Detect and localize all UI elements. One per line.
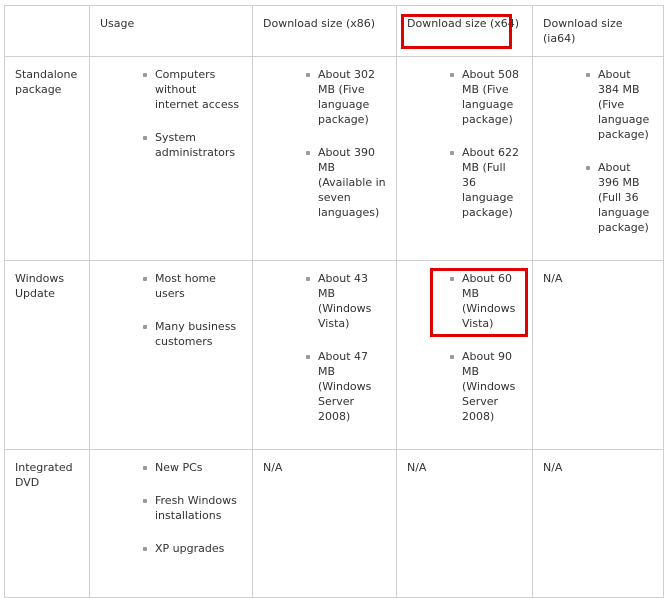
ia64-cell: N/A [533,261,664,450]
list-item: About 622 MB (Full 36 language package) [462,145,522,220]
ia64-cell: N/A [533,450,664,598]
download-size-table [4,5,664,598]
header-corner [5,6,90,57]
list-item: XP upgrades [155,541,242,556]
list-item: System administrators [155,130,242,160]
list-item: About 60 MB (Windows Vista) [462,271,522,331]
row-label: Standalone package [5,57,90,261]
list-item: Many business customers [155,319,242,349]
x64-cell [397,261,533,450]
header-usage: Usage [90,6,253,57]
list-item: About 508 MB (Five language package) [462,67,522,127]
usage-cell [90,57,253,261]
list-item: Most home users [155,271,242,301]
ia64-cell [533,57,664,261]
x64-cell: N/A [397,450,533,598]
list-item: About 47 MB (Windows Server 2008) [318,349,386,424]
list-item: Fresh Windows installations [155,493,242,523]
list-item: About 43 MB (Windows Vista) [318,271,386,331]
list-item: About 390 MB (Available in seven languages) [318,146,386,219]
x86-cell: N/A [253,450,397,598]
list-item: About 384 MB (Five language package) [598,67,653,142]
table-row-integrated-dvd [5,450,664,598]
list-item: About 302 MB (Five language package) [318,67,386,127]
usage-cell [90,261,253,450]
table-row-windows-update [5,261,664,450]
header-ia64: Download size (ia64) [533,6,664,57]
row-label: Windows Update [5,261,90,450]
header-x64: Download size (x64) [397,6,533,57]
x64-cell [397,57,533,261]
list-item: About 90 MB (Windows Server 2008) [462,349,522,424]
row-label: Integrated DVD [5,450,90,598]
usage-cell [90,450,253,598]
list-item: Computers without internet access [155,67,242,112]
header-row [5,6,664,57]
header-x86: Download size (x86) [253,6,397,57]
list-item: About 396 MB (Full 36 language package) [598,160,653,235]
x86-cell [253,261,397,450]
x86-cell [253,57,397,261]
table-row-standalone [5,57,664,261]
list-item: New PCs [155,460,242,475]
